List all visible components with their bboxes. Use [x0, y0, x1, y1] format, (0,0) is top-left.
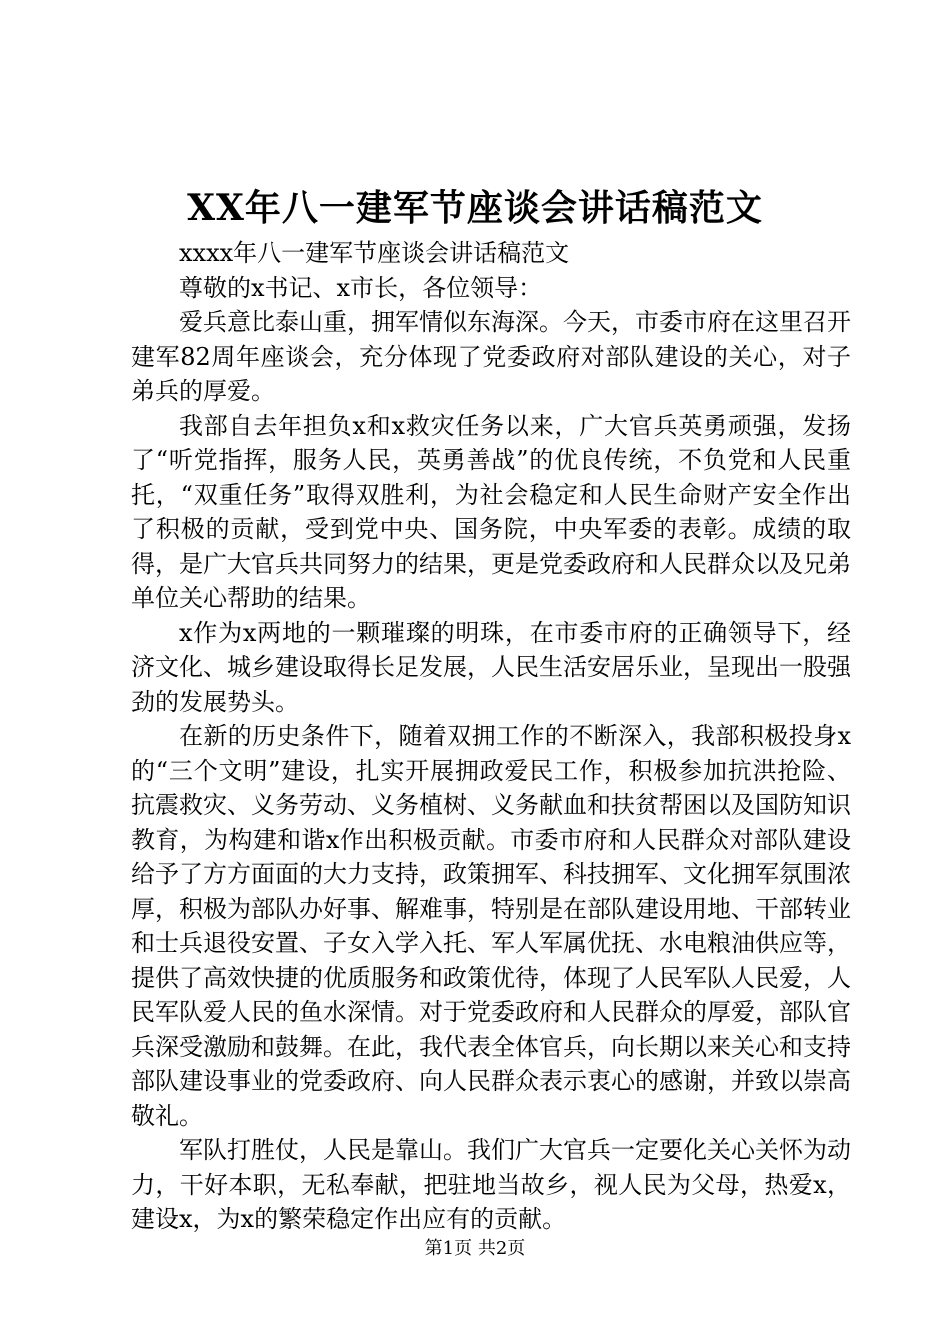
- page-number-footer: 第1页 共2页: [424, 1238, 526, 1259]
- document-subtitle: xxxx年八一建军节座谈会讲话稿范文: [179, 239, 570, 267]
- paragraph: 爱兵意比泰山重，拥军情似东海深。今天，市委市府在这里召开建军82周年座谈会，充分体现了党委政府对部队建设的关心，对子弟兵的厚爱。: [131, 308, 851, 405]
- paragraph: x作为x两地的一颗璀璨的明珠，在市委市府的正确领导下，经济文化、城乡建设取得长足发展，人民生活安居乐业，呈现出一股强劲的发展势头。: [131, 618, 851, 716]
- salutation: 尊敬的x书记、x市长，各位领导：: [179, 273, 543, 302]
- paragraph: 我部自去年担负x和x救灾任务以来，广大官兵英勇顽强，发扬了“听党指挥，服务人民，英勇善战”的优良传统，不负党和人民重托，“双重任务”取得双胜利，为社会稳定和人民生命财产安全作出了积极的贡献，受到党中央、国务院，中央军委的表彰。成绩的取得，是广大官兵共同努力的结果，更是党委政府和人民群众以及兄弟单位关心帮助的结果。: [131, 411, 851, 612]
- paragraph: 在新的历史条件下，随着双拥工作的不断深入，我部积极投身x的“三个文明”建设，扎实开展拥政爱民工作，积极参加抗洪抢险、抗震救灾、义务劳动、义务植树、义务献血和扶贫帮困以及国防知识教育，为构建和谐x作出积极贡献。市委市府和人民群众对部队建设给予了方方面面的大力支持，政策拥军、科技拥军、文化拥军氛围浓厚，积极为部队办好事、解难事，特别是在部队建设用地、干部转业和士兵退役安置、子女入学入托、军人军属优抚、水电粮油供应等，提供了高效快捷的优质服务和政策优待，体现了人民军队人民爱，人民军队爱人民的鱼水深情。对于党委政府和人民群众的厚爱，部队官兵深受激励和鼓舞。在此，我代表全体官兵，向长期以来关心和支持部队建设事业的党委政府、向人民群众表示衷心的感谢，并致以崇高敬礼。: [131, 722, 851, 1130]
- document-title: XX年八一建军节座谈会讲话稿范文: [187, 187, 763, 229]
- document-body: [131, 236, 851, 1237]
- paragraph: 军队打胜仗，人民是靠山。我们广大官兵一定要化关心关怀为动力，干好本职，无私奉献，把驻地当故乡，视人民为父母，热爱x，建设x，为x的繁荣稳定作出应有的贡献。: [131, 1136, 851, 1233]
